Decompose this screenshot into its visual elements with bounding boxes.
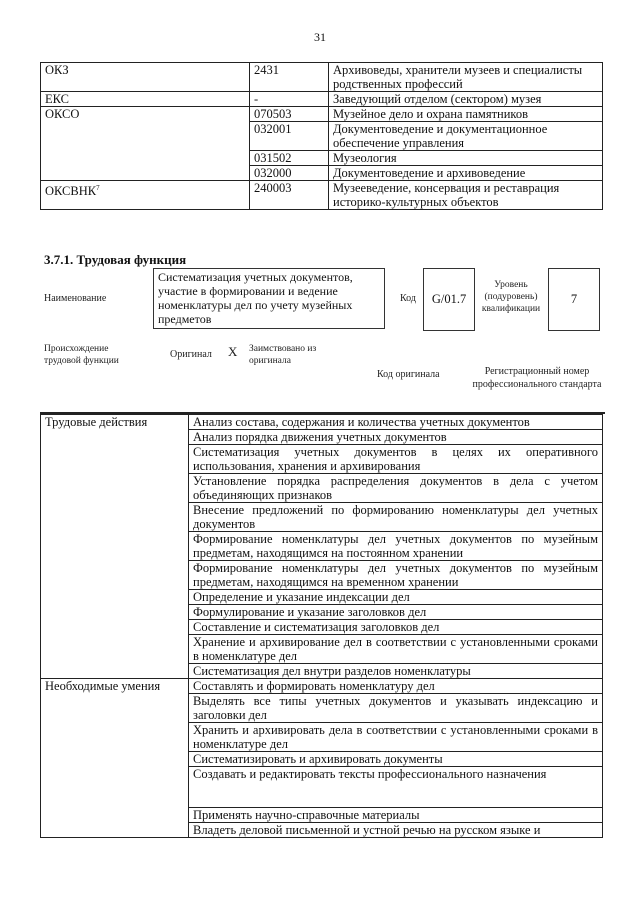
classifier-code: - xyxy=(250,92,329,107)
classifier-title: Документоведение и архивоведение xyxy=(329,166,603,181)
function-name-box: Систематизация учетных документов, участие в формировании и ведение номенклатуры дел по учету музейных предметов xyxy=(153,268,385,329)
table-row xyxy=(41,415,603,430)
table-row xyxy=(41,92,603,107)
level-label: Уровень (подуровень) квалификации xyxy=(481,280,541,314)
original-label: Оригинал xyxy=(170,349,212,360)
name-label: Наименование xyxy=(44,293,107,304)
classifier-name: ОКЗ xyxy=(41,63,250,92)
skill-item: Применять научно-справочные материалы xyxy=(189,808,603,823)
classifier-code: 240003 xyxy=(250,181,329,210)
borrowed-label: Заимствовано из оригинала xyxy=(249,344,317,366)
labor-action-item: Определение и указание индексации дел xyxy=(189,590,603,605)
function-code-box: G/01.7 xyxy=(423,268,475,331)
labor-action-item: Составление и систематизация заголовков дел xyxy=(189,620,603,635)
labor-action-item: Формирование номенклатуры дел учетных документов по музейным предметам, находящимся на постоянном хранении xyxy=(189,532,603,561)
labor-action-item: Анализ состава, содержания и количества учетных документов xyxy=(189,415,603,430)
classifier-title: Музейное дело и охрана памятников xyxy=(329,107,603,122)
skill-item: Составлять и формировать номенклатуру дел xyxy=(189,679,603,694)
classifier-title: Музееведение, консервация и реставрация историко-культурных объектов xyxy=(329,181,603,210)
classifier-code: 032001 xyxy=(250,122,329,151)
skill-item: Хранить и архивировать дела в соответствии с установленными сроками в номенклатуре дел xyxy=(189,723,603,752)
original-mark: X xyxy=(228,344,238,359)
classifier-title: Заведующий отделом (сектором) музея xyxy=(329,92,603,107)
skills-label: Необходимые умения xyxy=(41,679,189,838)
labor-action-item: Хранение и архивирование дел в соответствии с установленными сроками в номенклатуре дел xyxy=(189,635,603,664)
table-row xyxy=(41,181,603,210)
classification-table xyxy=(40,62,603,210)
skill-item: Создавать и редактировать тексты профессионального назначения xyxy=(189,767,603,808)
classifier-code: 2431 xyxy=(250,63,329,92)
labor-action-item: Систематизация учетных документов в целях их оперативного использования, хранения и архивирования xyxy=(189,445,603,474)
classifier-code: 031502 xyxy=(250,151,329,166)
classifier-code: 070503 xyxy=(250,107,329,122)
table-row xyxy=(41,63,603,92)
labor-action-item: Внесение предложений по формированию номенклатуры дел учетных документов xyxy=(189,503,603,532)
skill-item: Выделять все типы учетных документов и указывать индексацию и заголовки дел xyxy=(189,694,603,723)
classifier-name: ЕКС xyxy=(41,92,250,107)
section-title: 3.7.1. Трудовая функция xyxy=(44,252,187,267)
classifier-title: Музеология xyxy=(329,151,603,166)
labor-action-item: Анализ порядка движения учетных документов xyxy=(189,430,603,445)
reg-number-label: Регистрационный номер профессионального стандарта xyxy=(472,366,602,390)
labor-action-item: Формирование номенклатуры дел учетных документов по музейным предметам, находящимся на временном хранении xyxy=(189,561,603,590)
table-row xyxy=(41,679,603,694)
classifier-name: ОКСО xyxy=(41,107,250,181)
original-code-label: Код оригинала xyxy=(377,369,440,380)
classifier-code: 032000 xyxy=(250,166,329,181)
classifier-name-text: ОКСВНК xyxy=(45,184,97,199)
origin-label: Происхождение трудовой функции xyxy=(44,344,119,366)
footnote-marker: 7 xyxy=(96,184,100,192)
labor-action-item: Формулирование и указание заголовков дел xyxy=(189,605,603,620)
classifier-name xyxy=(41,181,250,210)
labor-action-item: Систематизация дел внутри разделов номенклатуры xyxy=(189,664,603,679)
table-row xyxy=(41,107,603,122)
labor-actions-label: Трудовые действия xyxy=(41,415,189,679)
code-label: Код xyxy=(400,293,416,304)
labor-action-item: Установление порядка распределения документов в дела с учетом объединяющих признаков xyxy=(189,474,603,503)
level-box: 7 xyxy=(548,268,600,331)
classifier-title: Документоведение и документационное обеспечение управления xyxy=(329,122,603,151)
function-table xyxy=(40,414,603,838)
page-number: 31 xyxy=(314,30,326,44)
skill-item: Систематизировать и архивировать документы xyxy=(189,752,603,767)
skill-item: Владеть деловой письменной и устной речью на русском языке и xyxy=(189,823,603,838)
classifier-title: Архивоведы, хранители музеев и специалисты родственных профессий xyxy=(329,63,603,92)
